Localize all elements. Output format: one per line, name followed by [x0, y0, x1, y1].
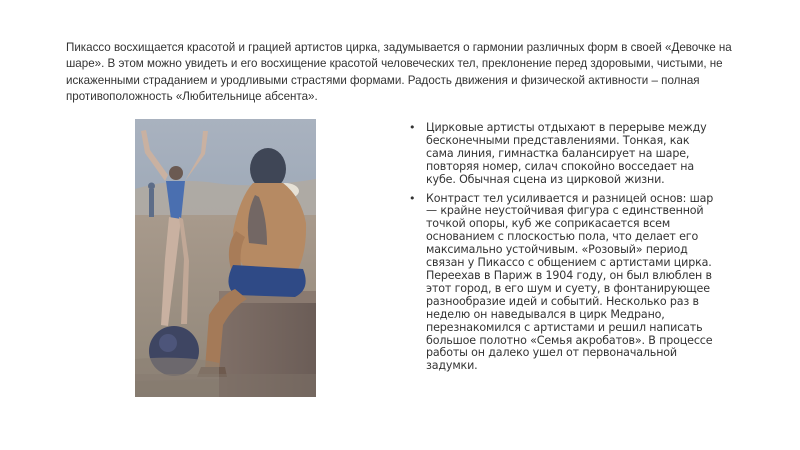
bullet-text: Цирковые артисты отдыхают в перерыве между бесконечными представлениями. Тонкая, как сама линия, гимнастка балансирует на шаре, повторяя номер, силач спокойно восседает на кубе. Обычная сцена из цирковой жизни. — [426, 121, 707, 186]
bullet-icon: • — [409, 121, 416, 134]
bullet-item — [409, 193, 719, 374]
intro-paragraph: Пикассо восхищается красотой и грацией артистов цирка, задумывается о гармонии различных форм в своей «Девочке на шаре». В этом можно увидеть и его восхищение красотой человеческих тел, преклонение перед здоровыми, чистыми, не искаженными страданием и уродливыми страстями формами. Радость движения и физической активности – полная противоположность «Любительнице абсента». — [66, 41, 732, 104]
bullet-icon: • — [409, 191, 416, 205]
bullet-list — [409, 122, 719, 379]
bullet-item — [409, 122, 719, 187]
painting-image — [135, 119, 316, 397]
bullet-text: Контраст тел усиливается и разницей основ: шар — крайне неустойчивая фигура с единственной точкой опоры, куб же соприкасается всем основанием с плоскостью пола, что делает его максимально устойчивым. «Розовый» период связан у Пикассо с общением с артистами цирка. Переехав в Париж в 1904 году, он был влюблен в этот город, в его шум и суету, в фонтанирующее разнообразие идей и событий. Несколько раз в неделю он наведывался в цирк Медрано, перезнакомился с артистами и решил написать большое полотно «Семья акробатов». В процессе работы он далеко ушел от первоначальной задумки. — [426, 191, 714, 373]
